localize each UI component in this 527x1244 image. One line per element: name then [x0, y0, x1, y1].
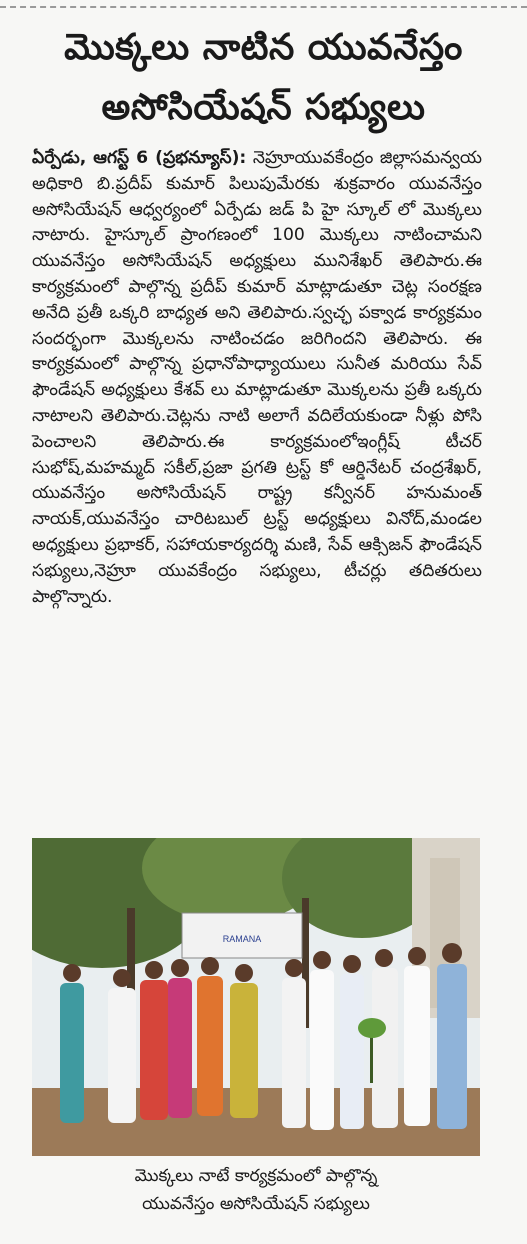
headline-line-2: అసోసియేషన్ సభ్యులు: [101, 87, 426, 128]
article-text: నెహ్రూయువకేంద్రం జిల్లాసమన్వయ అధికారి బి.ప్రదీప్ కుమార్ పిలుపుమేరకు శుక్రవారం యువనేస్తం అసోసియేషన్ ఆధ్వర్యంలో ఏర్పేడు జడ్ పి హై స్కూల్ లో మొక్కలు నాటారు. హైస్కూల్ ప్రాంగణంలో 100 మొక్కలు నాటించామని యువనేస్తం అసోసియేషన్ అధ్యక్షులు మునిశేఖర్ తెలిపారు.ఈ కార్యక్రమంలో పాల్గొన్న ప్రదీప్ కుమార్ మాట్లాడుతూ చెట్ల సంరక్షణ అనేది ప్రతీ ఒక్కరి బాధ్యత అని తెలిపారు.స్వచ్ఛ పక్వాడ కార్యక్రమం సందర్భంగా మొక్కలను నాటించడం జరిగిందని తెలిపారు. ఈ కార్యక్రమంలో పాల్గొన్న ప్రధానోపాధ్యాయులు సునీత మరియు సేవ్ ఫౌండేషన్ అధ్యక్షులు కేశవ్ లు మాట్లాడుతూ మొక్కలను ప్రతీ ఒక్కరు నాటాలని తెలిపారు.చెట్లను నాటి అలాగే వదిలేయకుండా నీళ్లు పోసి పెంచాలని తెలిపారు.ఈ కార్యక్రమంలోఇంగ్లీష్ టీచర్ సుభోష్,మహమ్మద్ సకీల్,ప్రజా ప్రగతి ట్రస్ట్ కో ఆర్డినేటర్ చంద్రశేఖర్, యువనేస్తం అసోసియేషన్ రాష్ట్ర కన్వీనర్ హనుమంత్ నాయక్,యువనేస్తం చారిటబుల్ ట్రస్ట్ అధ్యక్షులు వినోద్,మండల అధ్యక్షులు ప్రభాకర్, సహాయకార్యదర్శి మణి, సేవ్ ఆక్సిజన్ ఫౌండేషన్ సభ్యులు,నెహ్రూ యువకేంద్రం సభ్యులు, టీచర్లు తదితరులు పాల్గొన్నారు.: [32, 148, 482, 607]
caption-line-2: యువనేస్తం అసోసియేషన్ సభ్యులు: [142, 1194, 370, 1214]
banner-text: RAMANA: [222, 934, 262, 944]
dateline: ఏర్పేడు, ఆగస్ట్ 6 (ప్రభన్యూస్):: [32, 148, 247, 168]
headline-line-1: మొక్కలు నాటిన యువనేస్తం: [64, 27, 463, 68]
article-body: [32, 146, 482, 610]
headline: [10, 18, 517, 138]
caption-line-1: మొక్కలు నాటే కార్యక్రమంలో పాల్గొన్న: [134, 1166, 378, 1186]
news-photo: [32, 838, 480, 1156]
clipping-border: [0, 6, 527, 8]
photo-caption: [32, 1162, 480, 1218]
photo-illustration: [32, 838, 480, 1156]
